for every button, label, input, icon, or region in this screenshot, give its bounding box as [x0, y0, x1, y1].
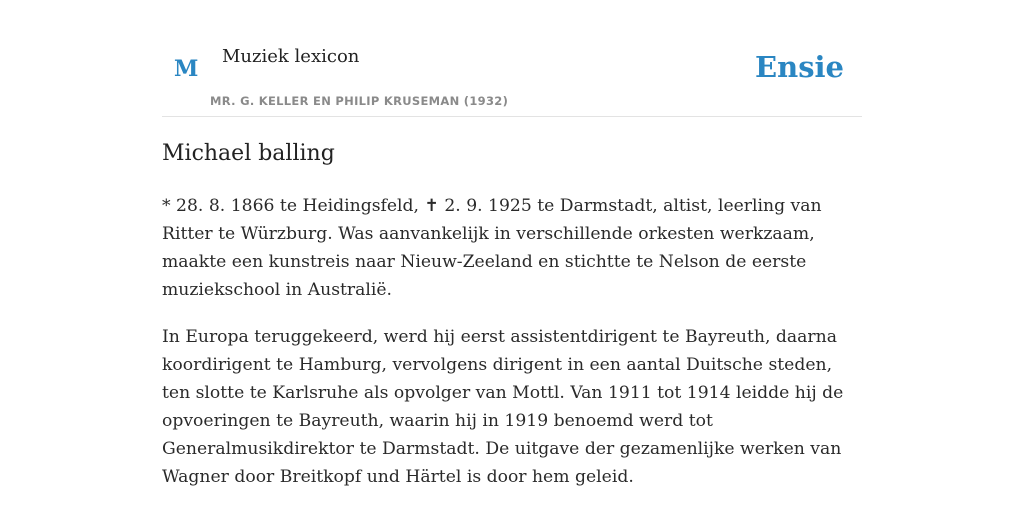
lexicon-header: [162, 0, 862, 117]
entry-paragraph-1: * 28. 8. 1866 te Heidingsfeld, ✝ 2. 9. 1925 te Darmstadt, altist, leerling van Ritter te Würzburg. Was aanvankelijk in verschillende orkesten werkzaam, maakte een kunstreis naar Nieuw-Zeeland en stichtte te Nelson de eerste muziekschool in Australië.: [162, 196, 822, 300]
entry-content: [162, 138, 862, 491]
entry-paragraph-2: In Europa teruggekeerd, werd hij eerst assistentdirigent te Bayreuth, daarna koordirigent te Hamburg, vervolgens dirigent in een aantal Duitsche steden, ten slotte te Karlsruhe als opvolger van Mottl. Van 1911 tot 1914 leidde hij de opvoeringen te Bayreuth, waarin hij in 1919 benoemd werd tot Generalmusikdirektor te Darmstadt. De uitgave der gezamenlijke werken van Wagner door Breitkopf und Härtel is door hem geleid.: [162, 327, 844, 487]
lexicon-logo-icon[interactable]: M: [174, 56, 199, 82]
lexicon-authors: MR. G. KELLER EN PHILIP KRUSEMAN (1932): [210, 94, 509, 108]
lexicon-title-link[interactable]: Muziek lexicon: [222, 46, 360, 67]
ensie-brand-logo[interactable]: Ensie: [755, 50, 844, 84]
entry-title: Michael balling: [162, 141, 335, 166]
